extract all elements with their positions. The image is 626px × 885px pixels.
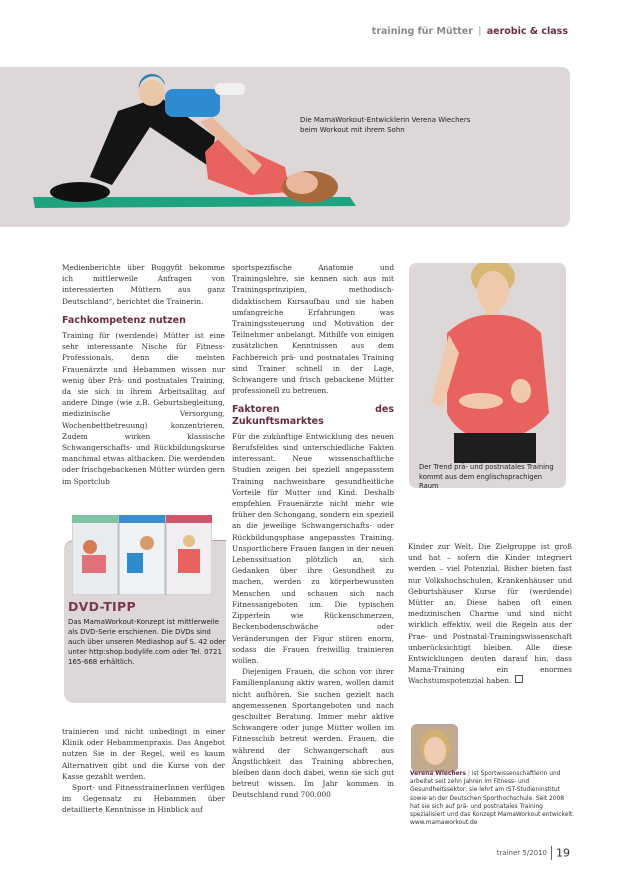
baby-legs <box>215 83 245 95</box>
side-photo-caption: Der Trend prä- und postnatales Training kommt aus dem englischsprachigen Raum <box>419 463 554 488</box>
author-name: Verena Wiechers <box>410 771 466 777</box>
author-bio <box>410 722 575 827</box>
dvd-tip-text: Das MamaWorkout-Konzept ist mittlerweile als DVD-Serie erschienen. Die DVDs sind auch über unseren Mediashop auf S. 42 oder unter http:shop.bodylife.com oder Tel. 0721 165-668 erhältlich. <box>68 618 226 666</box>
header-separator: | <box>478 26 482 37</box>
face <box>477 271 509 311</box>
baby-body <box>165 89 220 117</box>
footer-divider <box>551 846 552 860</box>
col2-para3: Diejenigen Frauen, die schon vor ihrer Familienplanung aktiv waren, wollen damit nicht aufhören. Sie suchen gezielt nach angemessenen Sportangeboten und nach geschulter Beratung. Immer mehr aktive Schwangere oder junge Mütter wollen im Fitnessclub betreut werden. Frauen, die während der Schwangerschaft aus Ängstlichkeit das Training abbrechen, bleiben dann doch dabei, wenn sie sich gut betreut wissen. Im Jahr kommen in Deutschland rund 700.000 <box>232 667 394 800</box>
dvd-cover-3-shirt <box>178 549 200 573</box>
dvd-cover-2-band <box>119 515 165 523</box>
heading-faktoren: Faktoren des Zukunftsmarktes <box>232 404 394 427</box>
dvd-tip-title: DVD-TIPP <box>68 599 136 614</box>
side-photo-panel <box>409 263 566 488</box>
dvd-cover-3-figure <box>183 535 195 547</box>
dvd-cover-3-band <box>166 515 212 523</box>
right-hand <box>511 379 531 403</box>
shoe <box>50 182 110 202</box>
col1-para2: trainieren und nicht unbedingt in einer Klinik oder Hebammenpraxis. Das Angebot nutzen Sie in der Regel, weil es kaum Alternativen gibt und die Kurse von der Kasse gezahlt werden. <box>62 727 225 781</box>
baby-head <box>139 80 165 106</box>
magazine-issue: trainer 5/2010 <box>496 849 547 857</box>
column-2 <box>232 262 394 801</box>
column-1-top <box>62 262 225 487</box>
dvd-cover-1-figure <box>83 540 97 554</box>
running-header <box>372 26 568 37</box>
dvd-cover-2-figure <box>140 536 154 550</box>
face <box>286 172 318 194</box>
col3-para1 <box>408 541 572 687</box>
column-3 <box>408 541 572 687</box>
hero-photo-panel <box>0 67 570 227</box>
col1-para1: Training für (werdende) Mütter ist eine sehr interessante Nische für Fitness-Professionals, denn die meisten Frauenärzte und Hebammen wissen nur wenig über Prä- und postnatales Training, da sie sich in ihrem Arbeitsalltag auf andere Dinge (wie z.B. Geburtsbegleitung, medizinische Versorgung, Wochenbettbetreuung) konzentrieren. Zudem wirken klassische Schwangerschafts- und Rückbildungskurse manchmal etwas altbacken. Die werdenden oder frischgebackenen Mütter würden gern im Sportclub <box>62 331 225 486</box>
header-category: aerobic & class <box>486 26 568 37</box>
column-1-bottom <box>62 726 225 816</box>
bio-text: ist Sportwissenschaftlerin und arbeitet seit zehn Jahren im Fitness- und Gesundheitssektor, sie lehrt am IST-Studieninstitut sowie an der Deutschen Sporthochschule. Seit 2008 hat sie sich auf prä- und postnatales Training spezialisiert und das Konzept MamaWorkout entwickelt. www.mamaworkout.de <box>410 771 575 827</box>
shirt <box>447 315 549 441</box>
page-footer <box>497 846 570 860</box>
left-hand <box>459 393 503 409</box>
col3-para1-text: Kinder zur Welt. Die Zielgruppe ist groß und hat – sofern die Kinder integriert werden – viel Potenzial. Bisher bieten fast nur Volkshochschulen, Krankenhäuser und Geburtshäuser Kurse für (werdende) Mütter an. Diese haben oft einen medizinischen Charme und sind nicht wirklich effektiv, weil die Regeln aus der Prae- und Postnatal-Trainingswissenschaft unberücksichtigt bleiben. Alle diese Entwicklungen deuten darauf hin, dass Mama-Training ein enormes Wachstumspotenzial haben. <box>408 542 572 686</box>
col2-para2: Für die zukünftige Entwicklung des neuen Berufsfeldes sind unterschiedliche Fakten interessant. Neue wissenschaftliche Studien zeigen bei speziell angepasstem Training nachweisbare gesundheitliche Vorteile für Mutter und Kind. Deshalb empfehlen Frauenärzte nicht mehr wie früher den Schongang, sondern ein speziell an die jeweilige Schwangerschafts- oder Rückbildungsphase angepasstes Training. Unsportlichere Frauen fangen in der neuen Lebenssituation plötzlich an, sich Gedanken über ihre Gesundheit zu machen, werden zu körperbewussten Menschen und schauen sich nach Fitnessangeboten um. Die typischen Zipperlein wie Rückenschmerzen, Beckenbodenschwäche oder Veränderungen der Figur stören enorm, sodass die Frauen freiwillig trainieren wollen. <box>232 431 394 665</box>
pants <box>454 433 536 463</box>
dvd-cover-1-band <box>72 515 118 523</box>
dvd-cover-2-baby <box>127 553 143 573</box>
bio-spacer <box>460 722 575 770</box>
col1-intro: Medienberichte über Buggyfit bekomme ich mittlerweile Anfragen von interessierten Müttern aus ganz Deutschland“, berichtet die Trainerin. <box>62 263 225 306</box>
workout-photo <box>0 67 570 227</box>
end-of-article-icon <box>515 675 523 683</box>
bio-separator: | <box>467 771 470 777</box>
page-number: 19 <box>556 846 570 860</box>
hero-caption: Die MamaWorkout-Entwicklerin Verena Wiechers beim Workout mit ihrem Sohn <box>300 116 471 134</box>
header-section: training für Mütter <box>371 26 473 37</box>
pregnant-woman-photo <box>409 263 566 463</box>
col2-para1: sportspezifische Anatomie und Trainingslehre, sie kennen sich aus mit Trainingsprinzipien, methodisch-didaktischem Kursaufbau und sie haben umfangreiche Erfahrungen was Trainingssteuerung und Motivation der Teilnehmer anbelangt. Mithilfe von einigen zusätzlichen Kenntnissen aus dem Fachbereich prä- und postnatales Training sind Trainer schnell in der Lage, Schwangere und frisch gebackene Mütter professionell zu betreuen. <box>232 263 394 396</box>
dvd-covers-image <box>72 515 212 595</box>
dvd-cover-1-shirt <box>82 555 106 573</box>
col1-para3: Sport- und FitnesstrainerInnen verfügen im Gegensatz zu Hebammen über detaillierte Kenntnisse in Hinblick auf <box>62 783 225 815</box>
heading-fachkompetenz: Fachkompetenz nutzen <box>62 314 186 326</box>
